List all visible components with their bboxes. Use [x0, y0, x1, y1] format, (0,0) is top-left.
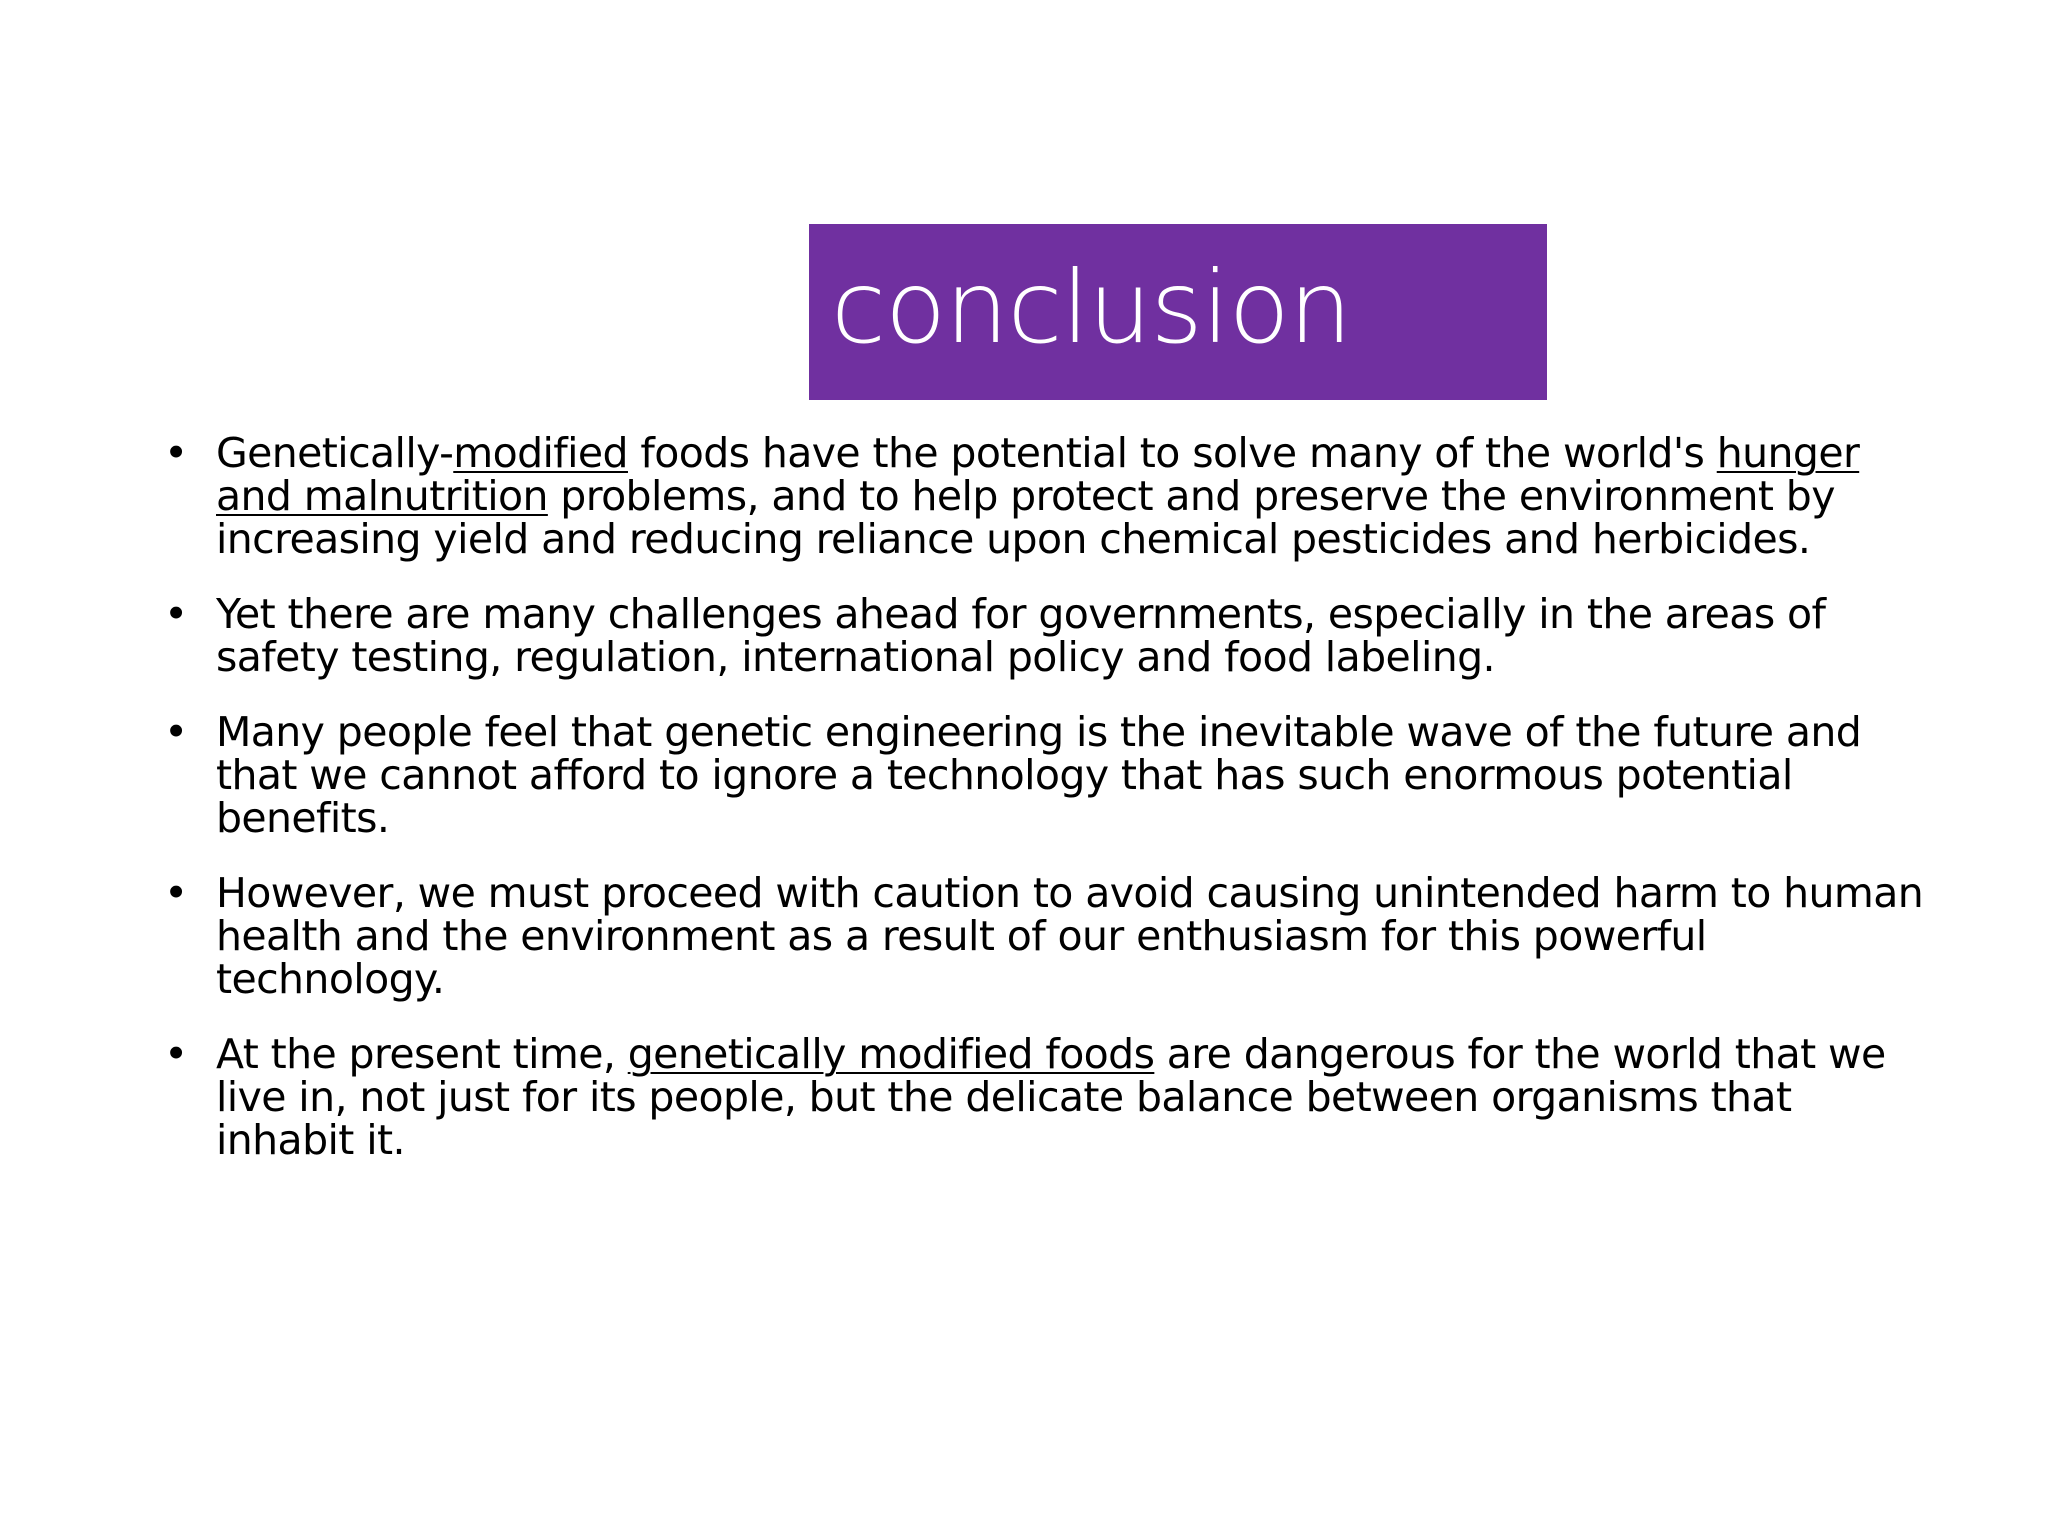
title-box — [809, 224, 1547, 400]
bullet-marker: • — [164, 708, 188, 756]
bullet-text — [216, 869, 1923, 1003]
bullet-marker: • — [164, 429, 188, 477]
bullet-item — [158, 429, 1938, 563]
bullet-item — [158, 708, 1938, 842]
underlined-text: modified — [453, 429, 628, 477]
bullet-item — [158, 1030, 1938, 1164]
text-segment: At the present time, — [216, 1030, 628, 1078]
text-segment: foods have the potential to solve many of the world's — [627, 429, 1717, 477]
bullet-text — [216, 429, 1859, 563]
bullet-marker: • — [164, 869, 188, 917]
text-segment: Genetically- — [216, 429, 454, 477]
bullet-text — [216, 590, 1825, 681]
bullet-text — [216, 1030, 1886, 1164]
bullet-item — [158, 590, 1938, 681]
bullet-marker: • — [164, 590, 188, 638]
text-segment: are dangerous for the world that we live in, not just for its people, but the delicate balance between organisms that inhabit it. — [216, 1030, 1886, 1164]
bullet-text — [216, 708, 1861, 842]
text-segment: Yet there are many challenges ahead for governments, especially in the areas of safety testing, regulation, international policy and food labeling. — [216, 590, 1826, 681]
bullet-marker: • — [164, 1030, 188, 1078]
underlined-text: genetically modified foods — [627, 1030, 1155, 1078]
text-segment: problems, and to help protect and preserve the environment by increasing yield and reducing reliance upon chemical pesticides and herbicides. — [216, 472, 1835, 563]
bullet-item — [158, 869, 1938, 1003]
slide-title: conclusion — [831, 249, 1352, 366]
underlined-text: hunger and malnutrition — [216, 429, 1860, 520]
text-segment: Many people feel that genetic engineering is the inevitable wave of the future and that we cannot afford to ignore a technology that has such enormous potential benefits. — [216, 708, 1862, 842]
text-segment: However, we must proceed with caution to avoid causing unintended harm to human health and the environment as a result of our enthusiasm for this powerful technology. — [216, 869, 1924, 1003]
bullet-list — [158, 429, 1938, 1194]
